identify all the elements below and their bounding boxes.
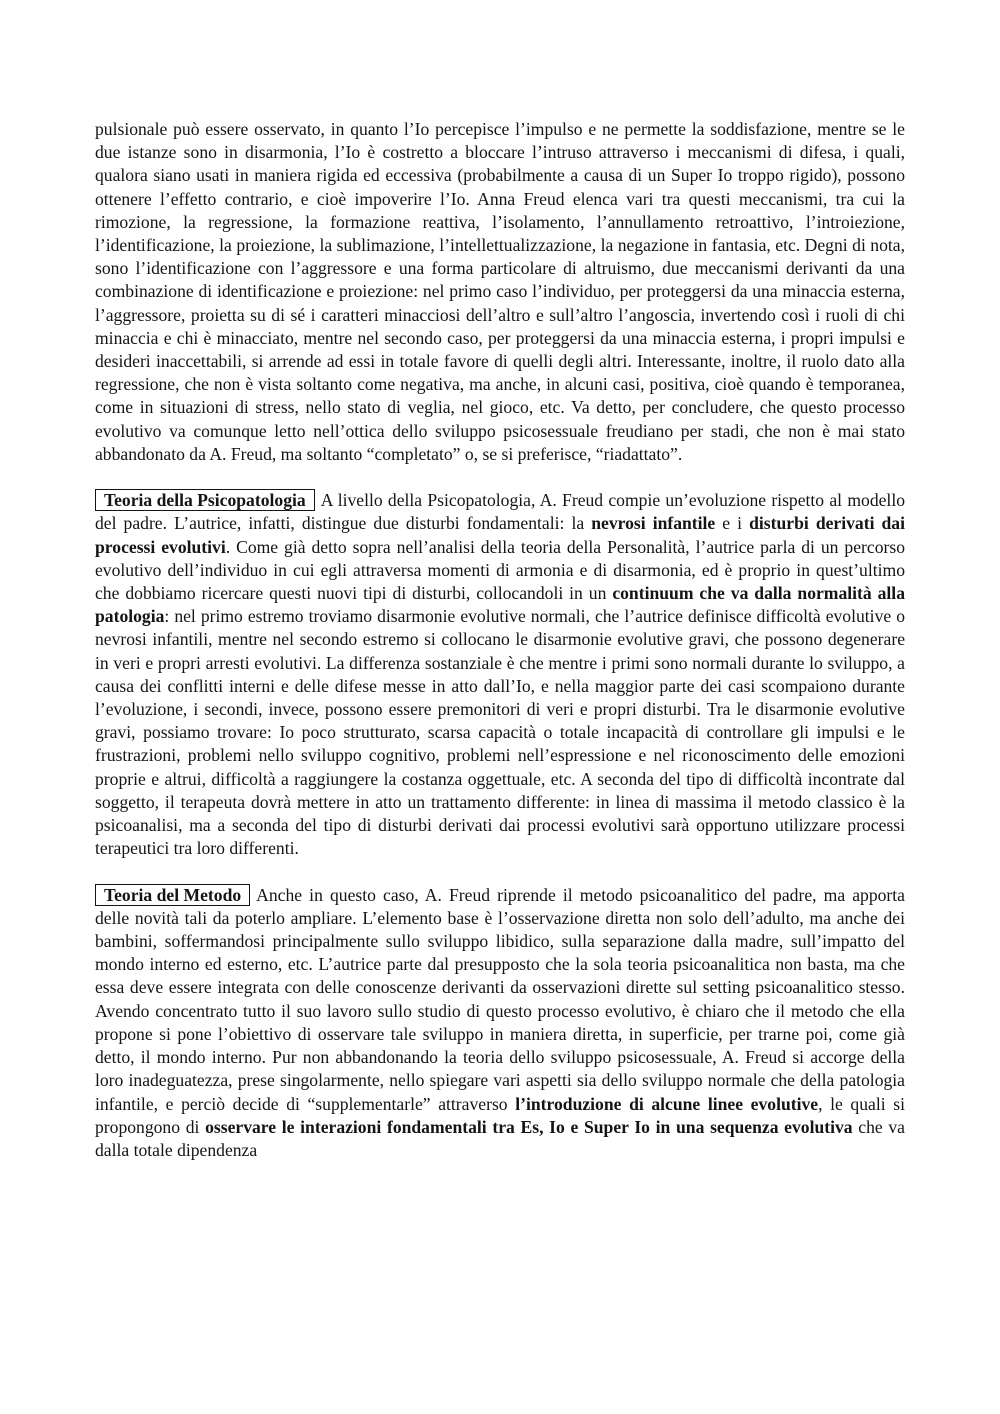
section-text: , le quali si propongono di xyxy=(95,1093,905,1137)
section-text: e i xyxy=(715,513,750,534)
bold-term: disturbi derivati dai processi evolutivi xyxy=(95,513,905,557)
paragraph-text: pulsionale può essere osservato, in quanto l’Io percepisce l’impulso e ne permette la soddisfazione, mentre se le due istanze sono in disarmonia, l’Io è costretto a bloccare l’intruso attraverso i meccanismi di difesa, i quali, qualora siano usati in maniera rigida ed eccessiva (probabilmente a causa di un Super Io troppo rigido), possono ottenere l’effetto contrario, e cioè impoverire l’Io. Anna Freud elenca vari tra questi meccanismi, tra cui la rimozione, la regressione, la formazione reattiva, l’isolamento, l’annullamento retroattivo, l’introiezione, l’identificazione, la proiezione, la sublimazione, l’intellettualizzazione, la negazione in fantasia, etc. Degni di nota, sono l’identificazione con l’aggressore e una forma particolare di altruismo, due meccanismi derivanti da una combinazione di identificazione e proiezione: nel primo caso l’individuo, per proteggersi da una minaccia esterna, l’aggressore, proietta su di sé i caratteri minacciosi dell’altro e sull’altro l’angoscia, invertendo così i ruoli di chi minaccia e chi è minacciato, mentre nel secondo caso, per proteggersi da una minaccia esterna, i propri impulsi e desideri inaccettabili, si arrende ad essi in totale favore di quelli degli altri. Interessante, inoltre, il ruolo dato alla regressione, che non è vista soltanto come negativa, ma anche, in alcuni casi, positiva, cioè quando è temporanea, come in situazioni di stress, nello stato di veglia, nel gioco, etc. Va detto, per concludere, che questo processo evolutivo va comunque letto nell’ottica dello sviluppo psicosessuale freudiano per stadi, che non è mai stato abbandonato da A. Freud, ma soltanto “completato” o, se si preferisce, “riadattato”. xyxy=(95,119,905,464)
document-body xyxy=(95,118,905,1162)
bold-term: l’introduzione di alcune linee evolutive xyxy=(515,1093,819,1114)
section-teoria-psicopatologia xyxy=(95,489,905,860)
section-text: . Come già detto sopra nell’analisi della teoria della Personalità, l’autrice parla di un percorso evolutivo dell’individuo in cui egli attraversa momenti di armonia e di disarmonia, ed è proprio in quest’ultimo che dobbiamo ricercare questi nuovi tipi di disturbi, collocandoli in un xyxy=(95,536,905,604)
section-text: A livello della Psicopatologia, A. Freud compie un’evoluzione rispetto al modello del padre. L’autrice, infatti, distingue due disturbi fondamentali: la xyxy=(95,490,905,534)
section-heading-metodo: Teoria del Metodo xyxy=(95,884,250,906)
section-teoria-metodo xyxy=(95,884,905,1162)
section-text: Anche in questo caso, A. Freud riprende il metodo psicoanalitico del padre, ma apporta delle novità tali da poterlo ampliare. L’elemento base è l’osservazione diretta non solo dell’adulto, ma anche dei bambini, soffermandosi principalmente sullo sviluppo libidico, sulla separazione dalla madre, sull’impatto del mondo interno ed esterno, etc. L’autrice parte dal presupposto che la sola teoria psicoanalitica non basta, ma che essa deve essere integrata con delle conoscenze derivanti da osservazioni dirette sul setting psicoanalitico stesso. Avendo concentrato tutto il suo lavoro sullo studio di questo processo evolutivo, è chiaro che il metodo che ella propone si pone l’obiettivo di osservare tale sviluppo in maniera diretta, in superficie, per trarne poi, come già detto, il mondo interno. Pur non abbandonando la teoria dello sviluppo psicosessuale, A. Freud si accorge della loro inadeguatezza, prese singolarmente, nello spiegare vari aspetti sia dello sviluppo normale che della patologia infantile, e perciò decide di “supplementarle” attraverso xyxy=(95,884,905,1114)
section-heading-psicopatologia: Teoria della Psicopatologia xyxy=(95,489,315,511)
bold-term: osservare le interazioni fondamentali tra Es, Io e Super Io in una sequenza evolutiva xyxy=(205,1116,853,1137)
section-text: che va dalla totale dipendenza xyxy=(95,1116,905,1160)
section-text: : nel primo estremo troviamo disarmonie evolutive normali, che l’autrice definisce difficoltà evolutive o nevrosi infantili, mentre nel secondo estremo si collocano le disarmonie evolutive gravi, che possono degenerare in veri e propri arresti evolutivi. La differenza sostanziale è che mentre i primi sono normali durante lo sviluppo, a causa dei conflitti interni e delle difese messe in atto dall’Io, e nella maggior parte dei casi scompaiono durante l’evoluzione, i secondi, invece, possono essere premonitori di veri e propri disturbi. Tra le disarmonie evolutive gravi, possiamo trovare: Io poco strutturato, scarsa capacità o totale incapacità di controllare gli impulsi e le frustrazioni, problemi nello sviluppo cognitivo, problemi nell’espressione e nel riconoscimento delle emozioni proprie e altrui, difficoltà a raggiungere la costanza oggettuale, etc. A seconda del tipo di difficoltà incontrate dal soggetto, il terapeuta dovrà mettere in atto un trattamento differente: in linea di massima il metodo classico è la psicoanalisi, ma a seconda del tipo di disturbi derivati dai processi evolutivi sarà opportuno utilizzare processi terapeutici tra loro differenti. xyxy=(95,606,905,859)
paragraph-spacer xyxy=(95,860,905,883)
paragraph-spacer xyxy=(95,466,905,489)
bold-term: continuum che va dalla normalità alla patologia xyxy=(95,583,905,627)
bold-term: nevrosi infantile xyxy=(591,513,716,534)
paragraph-meccanismi-di-difesa xyxy=(95,118,905,466)
